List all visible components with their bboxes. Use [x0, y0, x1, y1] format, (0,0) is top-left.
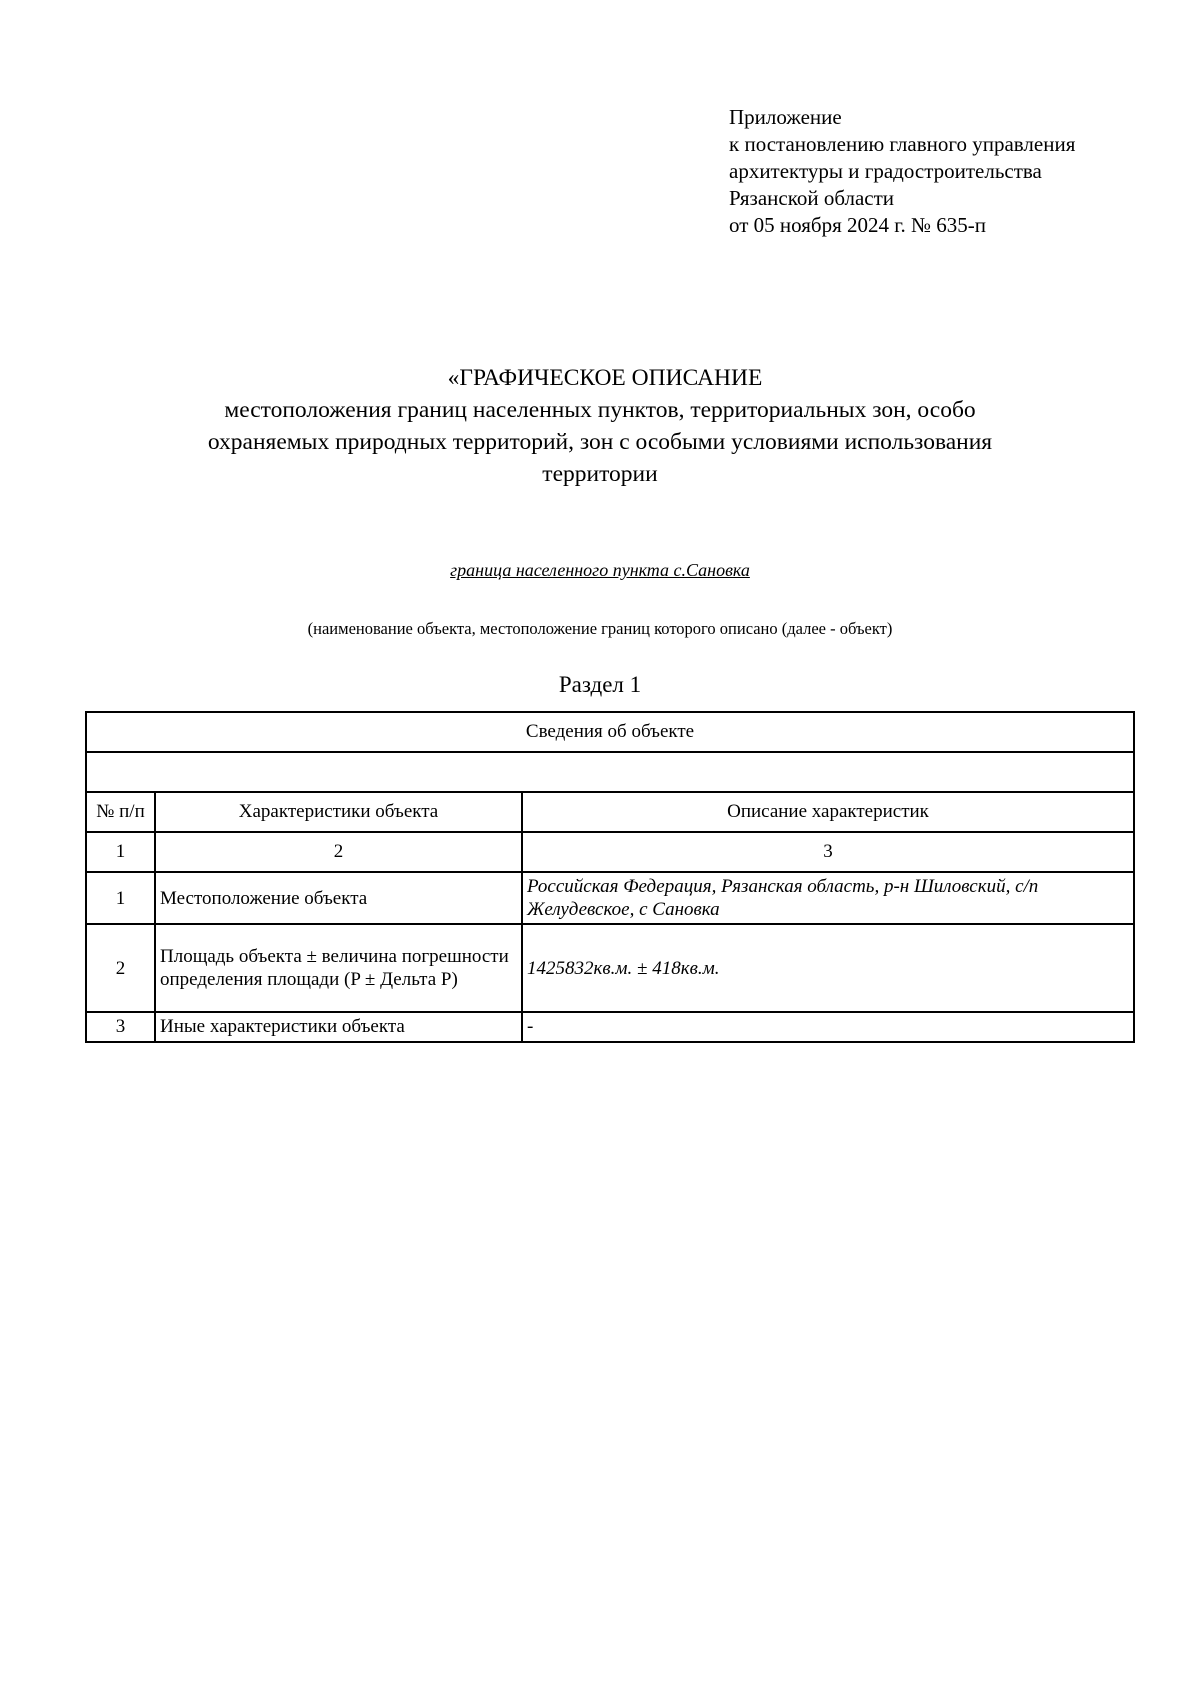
- table-empty-row: [86, 752, 1134, 792]
- table-empty-cell: [86, 752, 1134, 792]
- column-number: 1: [86, 832, 155, 872]
- column-header: № п/п: [86, 792, 155, 832]
- document-title: [100, 362, 1100, 490]
- column-number: 3: [522, 832, 1134, 872]
- column-header: Описание характеристик: [522, 792, 1134, 832]
- appendix-block: [729, 104, 1075, 239]
- appendix-line: к постановлению главного управления: [729, 132, 1076, 156]
- row-description: Российская Федерация, Рязанская область, р-н Шиловский, с/п Желудевское, с Сановка: [522, 872, 1134, 924]
- section-title: Раздел 1: [558, 672, 642, 697]
- appendix-line: от 05 ноября 2024 г. № 635-п: [729, 213, 987, 237]
- table-row: [86, 924, 1134, 1012]
- row-description: -: [522, 1012, 1134, 1042]
- column-number: 2: [155, 832, 522, 872]
- title-line: местоположения границ населенных пунктов, территориальных зон, особо: [224, 397, 976, 423]
- row-characteristic: Местоположение объекта: [155, 872, 522, 924]
- row-number: 1: [86, 872, 155, 924]
- appendix-line: Приложение: [729, 105, 842, 129]
- title-line: территории: [542, 461, 658, 487]
- object-name: граница населенного пункта с.Сановка: [450, 560, 750, 580]
- row-characteristic: Площадь объекта ± величина погрешности определения площади (P ± Дельта P): [155, 924, 522, 1012]
- table-header: Сведения об объекте: [86, 712, 1134, 752]
- row-number: 2: [86, 924, 155, 1012]
- table-header-row: [86, 712, 1134, 752]
- object-caption: (наименование объекта, местоположение границ которого описано (далее - объект): [307, 619, 893, 638]
- row-description: 1425832кв.м. ± 418кв.м.: [522, 924, 1134, 1012]
- table-row: [86, 872, 1134, 924]
- table-row: [86, 1012, 1134, 1042]
- row-number: 3: [86, 1012, 155, 1042]
- table-columns-row: [86, 792, 1134, 832]
- title-line: охраняемых природных территорий, зон с особыми условиями использования: [207, 429, 993, 455]
- title-line: «ГРАФИЧЕСКОЕ ОПИСАНИЕ: [447, 365, 763, 391]
- appendix-line: архитектуры и градостроительства: [729, 159, 1042, 183]
- appendix-line: Рязанской области: [729, 186, 895, 210]
- object-info-table: [85, 711, 1135, 1043]
- table-column-numbers-row: [86, 832, 1134, 872]
- column-header: Характеристики объекта: [155, 792, 522, 832]
- row-characteristic: Иные характеристики объекта: [155, 1012, 522, 1042]
